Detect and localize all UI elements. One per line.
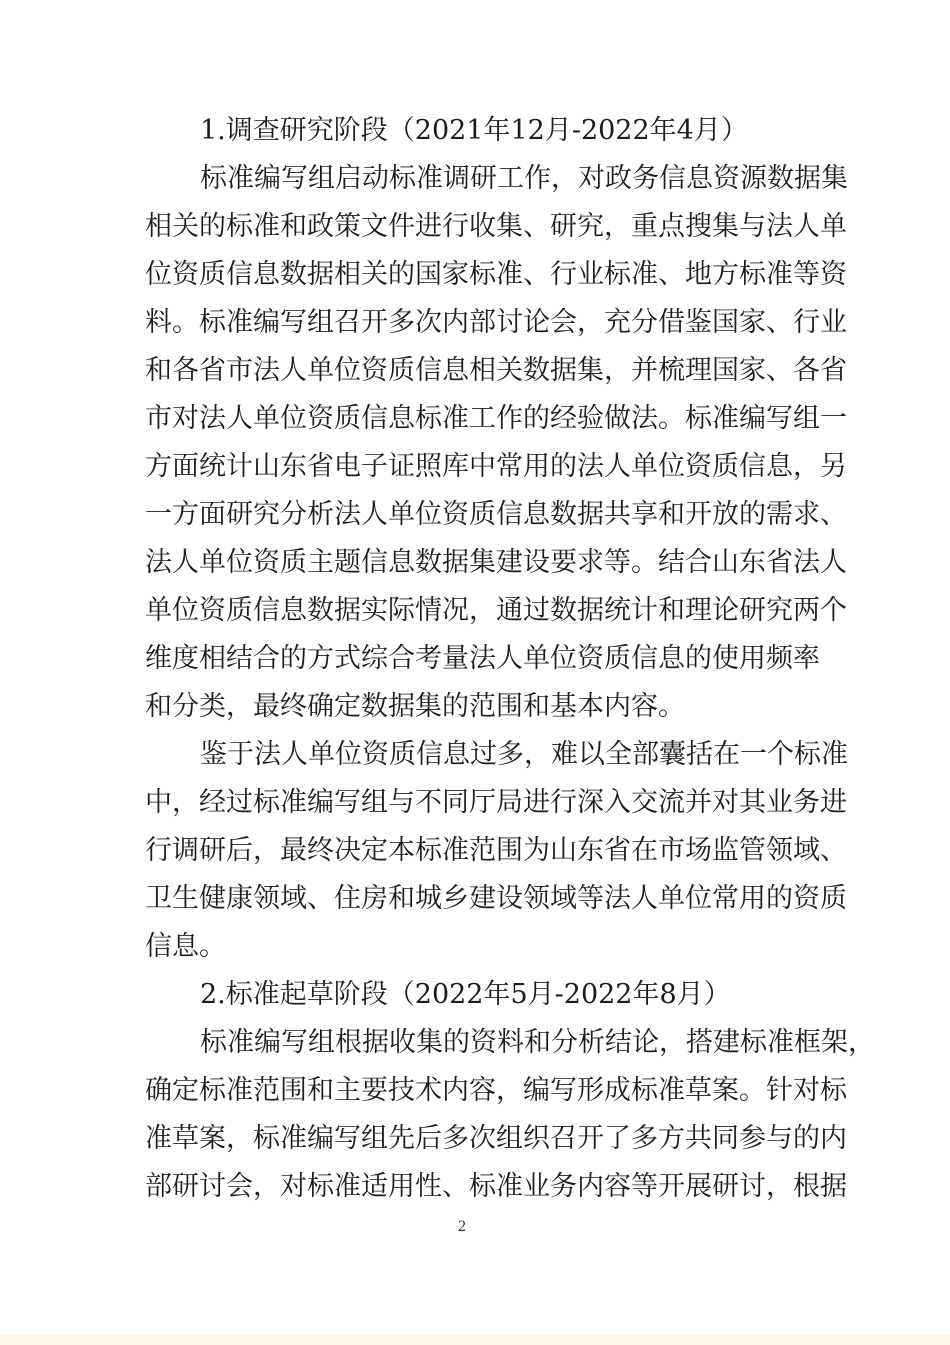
paragraph-line [0, 443, 950, 491]
paragraph-line [0, 1067, 950, 1115]
text-line: 位资质信息数据相关的国家标准、行业标准、地方标准等资 [145, 259, 847, 290]
text-line: 单位资质信息数据实际情况，通过数据统计和理论研究两个 [145, 595, 847, 626]
paragraph-line [0, 299, 950, 347]
text-line: 方面统计山东省电子证照库中常用的法人单位资质信息，另 [145, 451, 847, 482]
text-line: 维度相结合的方式综合考量法人单位资质信息的使用频率 [145, 643, 820, 674]
paragraph-line [0, 251, 950, 299]
text-line: 准草案，标准编写组先后多次组织召开了多方共同参与的内 [145, 1123, 847, 1154]
paragraph-line [0, 491, 950, 539]
text-line: 标准编写组根据收集的资料和分析结论，搭建标准框架， [200, 1027, 875, 1058]
text-line: 中，经过标准编写组与不同厅局进行深入交流并对其业务进 [145, 787, 847, 818]
text-line: 标准编写组启动标准调研工作，对政务信息资源数据集 [200, 163, 848, 194]
paragraph-line [0, 1019, 950, 1067]
text-line: 和各省市法人单位资质信息相关数据集，并梳理国家、各省 [145, 355, 847, 386]
paragraph-line [0, 1115, 950, 1163]
text-line: 市对法人单位资质信息标准工作的经验做法。标准编写组一 [145, 403, 847, 434]
text-line: 一方面研究分析法人单位资质信息数据共享和开放的需求、 [145, 499, 847, 530]
page-number: 2 [458, 1218, 466, 1235]
paragraph-line [0, 827, 950, 875]
text-line: 和分类，最终确定数据集的范围和基本内容。 [145, 691, 685, 722]
text-line: 相关的标准和政策文件进行收集、研究，重点搜集与法人单 [145, 211, 847, 242]
text-line: 部研讨会，对标准适用性、标准业务内容等开展研讨，根据 [145, 1171, 847, 1202]
paragraph-line [0, 731, 950, 779]
paragraph-line [0, 203, 950, 251]
paragraph-line [0, 635, 950, 683]
text-line: 法人单位资质主题信息数据集建设要求等。结合山东省法人 [145, 547, 847, 578]
paragraph-line [0, 395, 950, 443]
paragraph-line [0, 683, 950, 731]
text-line: 行调研后，最终决定本标准范围为山东省在市场监管领域、 [145, 835, 847, 866]
text-line: 2.标准起草阶段（2022年5月-2022年8月） [200, 979, 731, 1010]
section-heading [0, 971, 950, 1019]
paragraph-line [0, 923, 950, 971]
paragraph-line [0, 539, 950, 587]
text-line: 鉴于法人单位资质信息过多，难以全部囊括在一个标准 [200, 739, 848, 770]
paragraph-line [0, 1163, 950, 1211]
page-bottom-edge [0, 1334, 950, 1345]
paragraph-line [0, 779, 950, 827]
text-line: 卫生健康领域、住房和城乡建设领域等法人单位常用的资质 [145, 883, 847, 914]
text-line: 1.调查研究阶段（2021年12月-2022年4月） [200, 115, 748, 146]
paragraph-line [0, 347, 950, 395]
text-line: 信息。 [145, 931, 226, 962]
section-heading [0, 107, 950, 155]
text-line: 料。标准编写组召开多次内部讨论会，充分借鉴国家、行业 [145, 307, 847, 338]
paragraph-line [0, 875, 950, 923]
paragraph-line [0, 155, 950, 203]
paragraph-line [0, 587, 950, 635]
text-line: 确定标准范围和主要技术内容，编写形成标准草案。针对标 [145, 1075, 847, 1106]
